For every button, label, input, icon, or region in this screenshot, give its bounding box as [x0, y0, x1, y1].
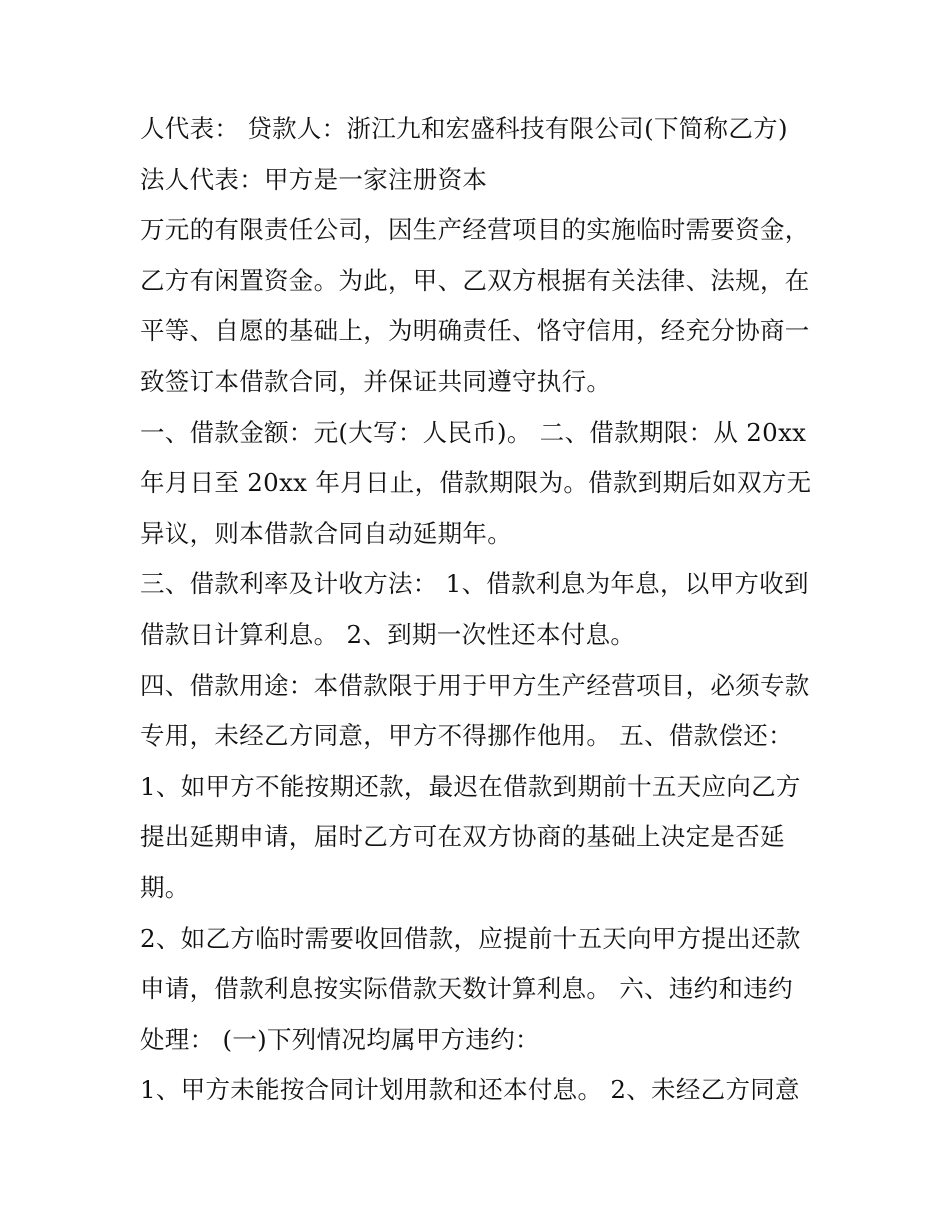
text-line: 致签订本借款合同，并保证共同遵守执行。: [140, 366, 612, 396]
text-line: 2、如乙方临时需要收回借款，应提前十五天向甲方提出还款: [140, 923, 801, 953]
text-line: 平等、自愿的基础上，为明确责任、恪守信用，经充分协商一: [140, 316, 810, 346]
text-line: 万元的有限责任公司，因生产经营项目的实施临时需要资金，: [140, 215, 810, 245]
text-line: 借款日计算利息。 2、到期一次性还本付息。: [140, 619, 636, 649]
text-line: 提出延期申请，届时乙方可在双方协商的基础上决定是否延: [140, 822, 785, 852]
text-line: 期。: [140, 872, 190, 902]
text-line: 1、如甲方不能按期还款，最迟在借款到期前十五天应向乙方: [140, 771, 801, 801]
text-line: 一、借款金额：元(大写：人民币)。 二、借款期限：从 20xx: [140, 417, 807, 447]
text-line: 年月日至 20xx 年月日止，借款期限为。借款到期后如双方无: [140, 468, 812, 498]
text-line: 人代表： 贷款人：浙江九和宏盛科技有限公司(下简称乙方): [140, 114, 788, 143]
text-line: 1、甲方未能按合同计划用款和还本付息。 2、未经乙方同意: [140, 1075, 800, 1105]
text-line: 申请，借款利息按实际借款天数计算利息。 六、违约和违约: [140, 974, 793, 1004]
text-line: 异议，则本借款合同自动延期年。: [140, 518, 512, 548]
text-line: 法人代表：甲方是一家注册资本: [140, 164, 488, 194]
text-line: 四、借款用途：本借款限于用于甲方生产经营项目，必须专款: [140, 670, 810, 700]
text-line: 三、借款利率及计收方法： 1、借款利息为年息，以甲方收到: [140, 569, 809, 599]
text-line: 乙方有闲置资金。为此，甲、乙双方根据有关法律、法规，在: [140, 265, 810, 295]
document-body: [140, 104, 820, 1116]
text-line: 专用，未经乙方同意，甲方不得挪作他用。 五、借款偿还：: [140, 721, 793, 751]
text-line: 处理： (一)下列情况均属甲方违约：: [140, 1024, 540, 1054]
